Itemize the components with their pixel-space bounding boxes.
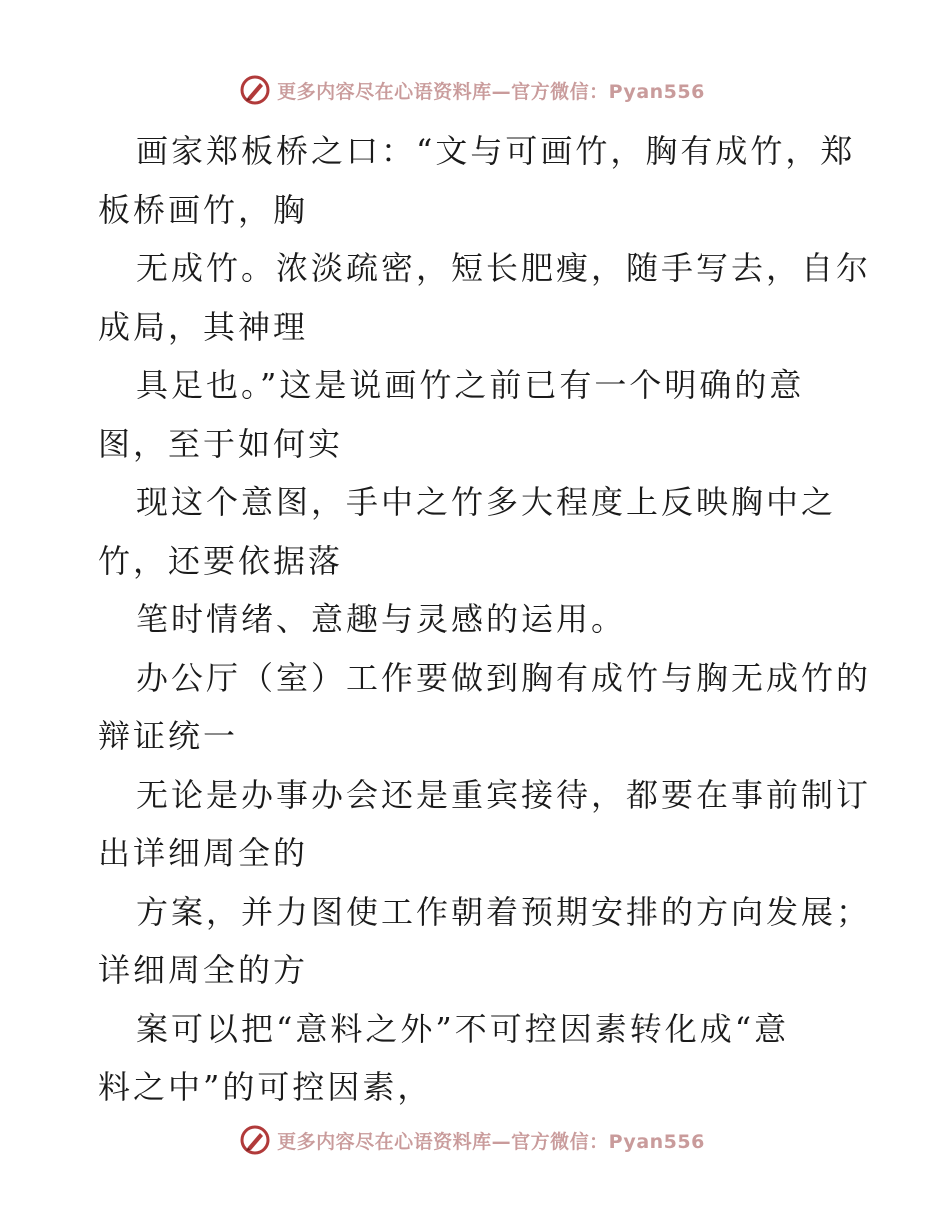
text-line: 画家郑板桥之口：“文与可画竹，胸有成竹，郑 (136, 132, 856, 170)
footer-watermark-inner (239, 1124, 705, 1156)
header-watermark-inner (239, 74, 705, 106)
pen-logo-icon (239, 1124, 271, 1156)
footer-watermark-text: 更多内容尽在心语资料库—官方微信：Pyan556 (277, 1130, 705, 1153)
pen-logo-icon (239, 74, 271, 106)
text-line: 笔时情绪、意趣与灵感的运用。 (136, 600, 627, 638)
document-body (98, 122, 872, 1117)
text-line: 详细周全的方 (98, 951, 309, 989)
header-watermark-text: 更多内容尽在心语资料库—官方微信：Pyan556 (277, 80, 705, 103)
text-line: 现这个意图，手中之竹多大程度上反映胸中之 (136, 483, 837, 521)
text-line: 图，至于如何实 (98, 424, 344, 463)
text-line: 板桥画竹，胸 (98, 190, 309, 229)
text-line: 案可以把“意料之外”不可控因素转化成“意 (136, 1009, 790, 1048)
text-line: 办公厅（室）工作要做到胸有成竹与胸无成竹的 (136, 658, 872, 697)
text-line: 辩证统一 (98, 717, 239, 755)
text-line: 成局，其神理 (98, 307, 309, 346)
text-line: 无论是办事办会还是重宾接待，都要在事前制订 (136, 775, 872, 814)
text-line: 方案，并力图使工作朝着预期安排的方向发展； (136, 892, 872, 931)
text-line: 竹，还要依据落 (98, 541, 344, 580)
header-watermark (0, 70, 950, 110)
text-line: 料之中”的可控因素， (98, 1068, 433, 1106)
text-line: 出详细周全的 (98, 834, 309, 872)
text-line: 无成竹。浓淡疏密，短长肥瘦，随手写去，自尔 (136, 249, 872, 287)
footer-watermark (0, 1120, 950, 1160)
text-line: 具足也。”这是说画竹之前已有一个明确的意 (136, 366, 805, 404)
